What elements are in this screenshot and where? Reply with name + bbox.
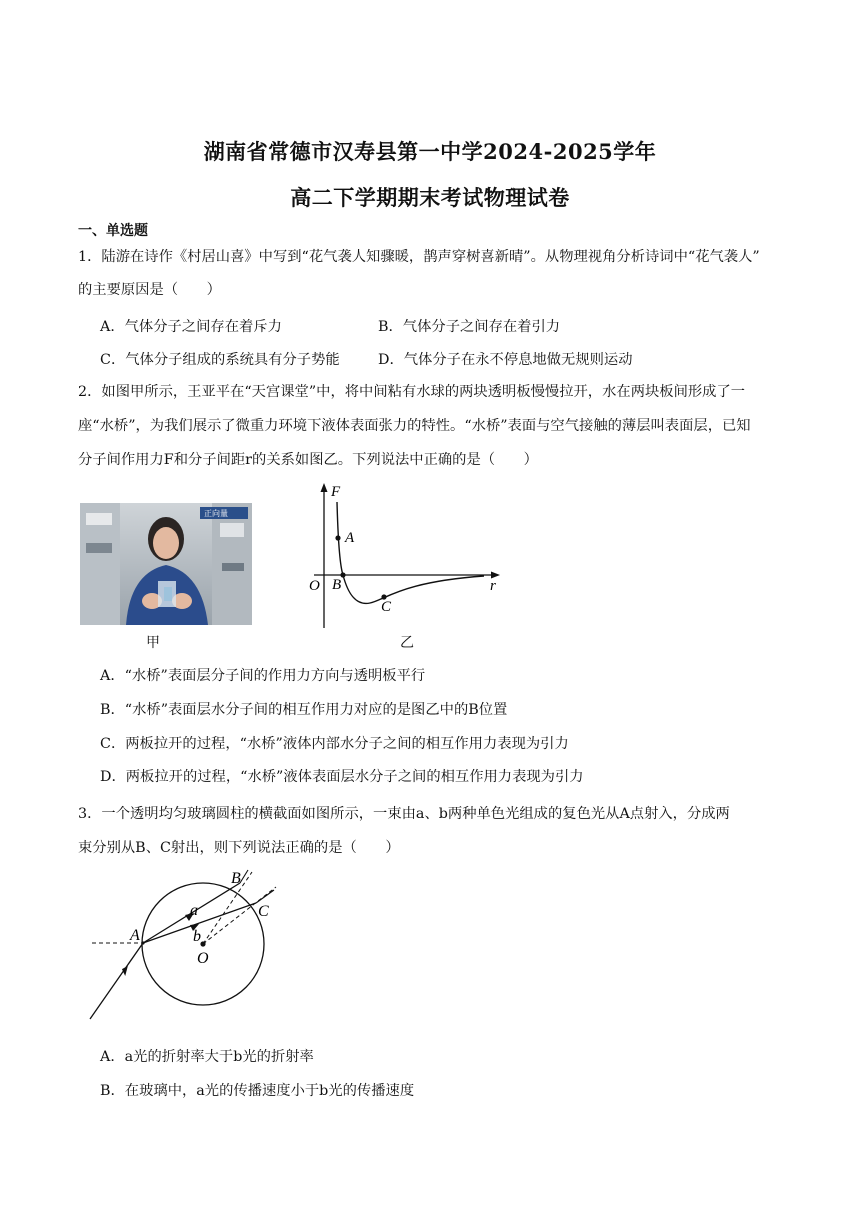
page-title-line1: 湖南省常德市汉寿县第一中学2024-2025学年 xyxy=(203,139,657,164)
refraction-diagram xyxy=(86,866,286,1026)
graph-x-label: r xyxy=(490,578,496,594)
q1-option-c: C．气体分子组成的系统具有分子势能 xyxy=(100,352,340,368)
q1-stem-line2: 的主要原因是（ ） xyxy=(78,282,221,298)
graph-point-b-label: B xyxy=(332,577,342,593)
section-heading: 一、单选题 xyxy=(78,223,148,239)
diagram-label-a-point: A xyxy=(130,927,140,944)
graph-origin-label: O xyxy=(309,578,320,594)
q3-option-a: A．a光的折射率大于b光的折射率 xyxy=(100,1049,314,1065)
figure-label-jia: 甲 xyxy=(146,635,160,651)
diagram-label-o: O xyxy=(197,950,209,967)
photo-overlay-text: 正向量 xyxy=(204,509,228,518)
q2-stem-line1: 2．如图甲所示，王亚平在“天宫课堂”中，将中间粘有水球的两块透明板慢慢拉开，水在两块板间形成了一 xyxy=(78,384,746,400)
q2-option-c: C．两板拉开的过程，“水桥”液体内部水分子之间的相互作用力表现为引力 xyxy=(100,736,569,752)
graph-y-label: F xyxy=(331,484,341,500)
q3-option-b: B．在玻璃中，a光的传播速度小于b光的传播速度 xyxy=(100,1083,415,1099)
q1-option-b: B．气体分子之间存在着引力 xyxy=(378,319,561,335)
q2-stem-line2: 座“水桥”，为我们展示了微重力环境下液体表面张力的特性。“水桥”表面与空气接触的薄层叫表面层，已知 xyxy=(78,418,751,434)
diagram-label-ray-a: a xyxy=(190,902,198,919)
q2-option-a: A．“水桥”表面层分子间的作用力方向与透明板平行 xyxy=(100,668,426,684)
diagram-label-b-point: B xyxy=(231,870,241,887)
page-title-line2: 高二下学期期末考试物理试卷 xyxy=(290,185,570,210)
photo-space-lesson xyxy=(80,503,252,625)
q2-option-d: D．两板拉开的过程，“水桥”液体表面层水分子之间的相互作用力表现为引力 xyxy=(100,769,584,785)
diagram-label-c-point: C xyxy=(258,903,269,920)
diagram-label-ray-b: b xyxy=(193,928,201,945)
graph-point-a-label: A xyxy=(345,530,355,546)
q1-option-a: A．气体分子之间存在着斥力 xyxy=(100,319,282,335)
figure-label-yi: 乙 xyxy=(400,635,414,651)
q1-option-d: D．气体分子在永不停息地做无规则运动 xyxy=(378,352,633,368)
graph-point-c-label: C xyxy=(381,599,392,615)
force-distance-graph xyxy=(300,480,510,632)
q2-option-b: B．“水桥”表面层水分子间的相互作用力对应的是图乙中的B位置 xyxy=(100,702,508,718)
q1-stem-line1: 1．陆游在诗作《村居山喜》中写到“花气袭人知骤暖，鹊声穿树喜新晴”。从物理视角分析诗词中“花气袭人” xyxy=(78,249,760,265)
q3-stem-line1: 3．一个透明均匀玻璃圆柱的横截面如图所示，一束由a、b两种单色光组成的复色光从A点射入，分成两 xyxy=(78,806,730,822)
q3-stem-line2: 束分别从B、C射出，则下列说法正确的是（ ） xyxy=(78,840,400,856)
q2-stem-line3: 分子间作用力F和分子间距r的关系如图乙。下列说法中正确的是（ ） xyxy=(78,452,538,468)
